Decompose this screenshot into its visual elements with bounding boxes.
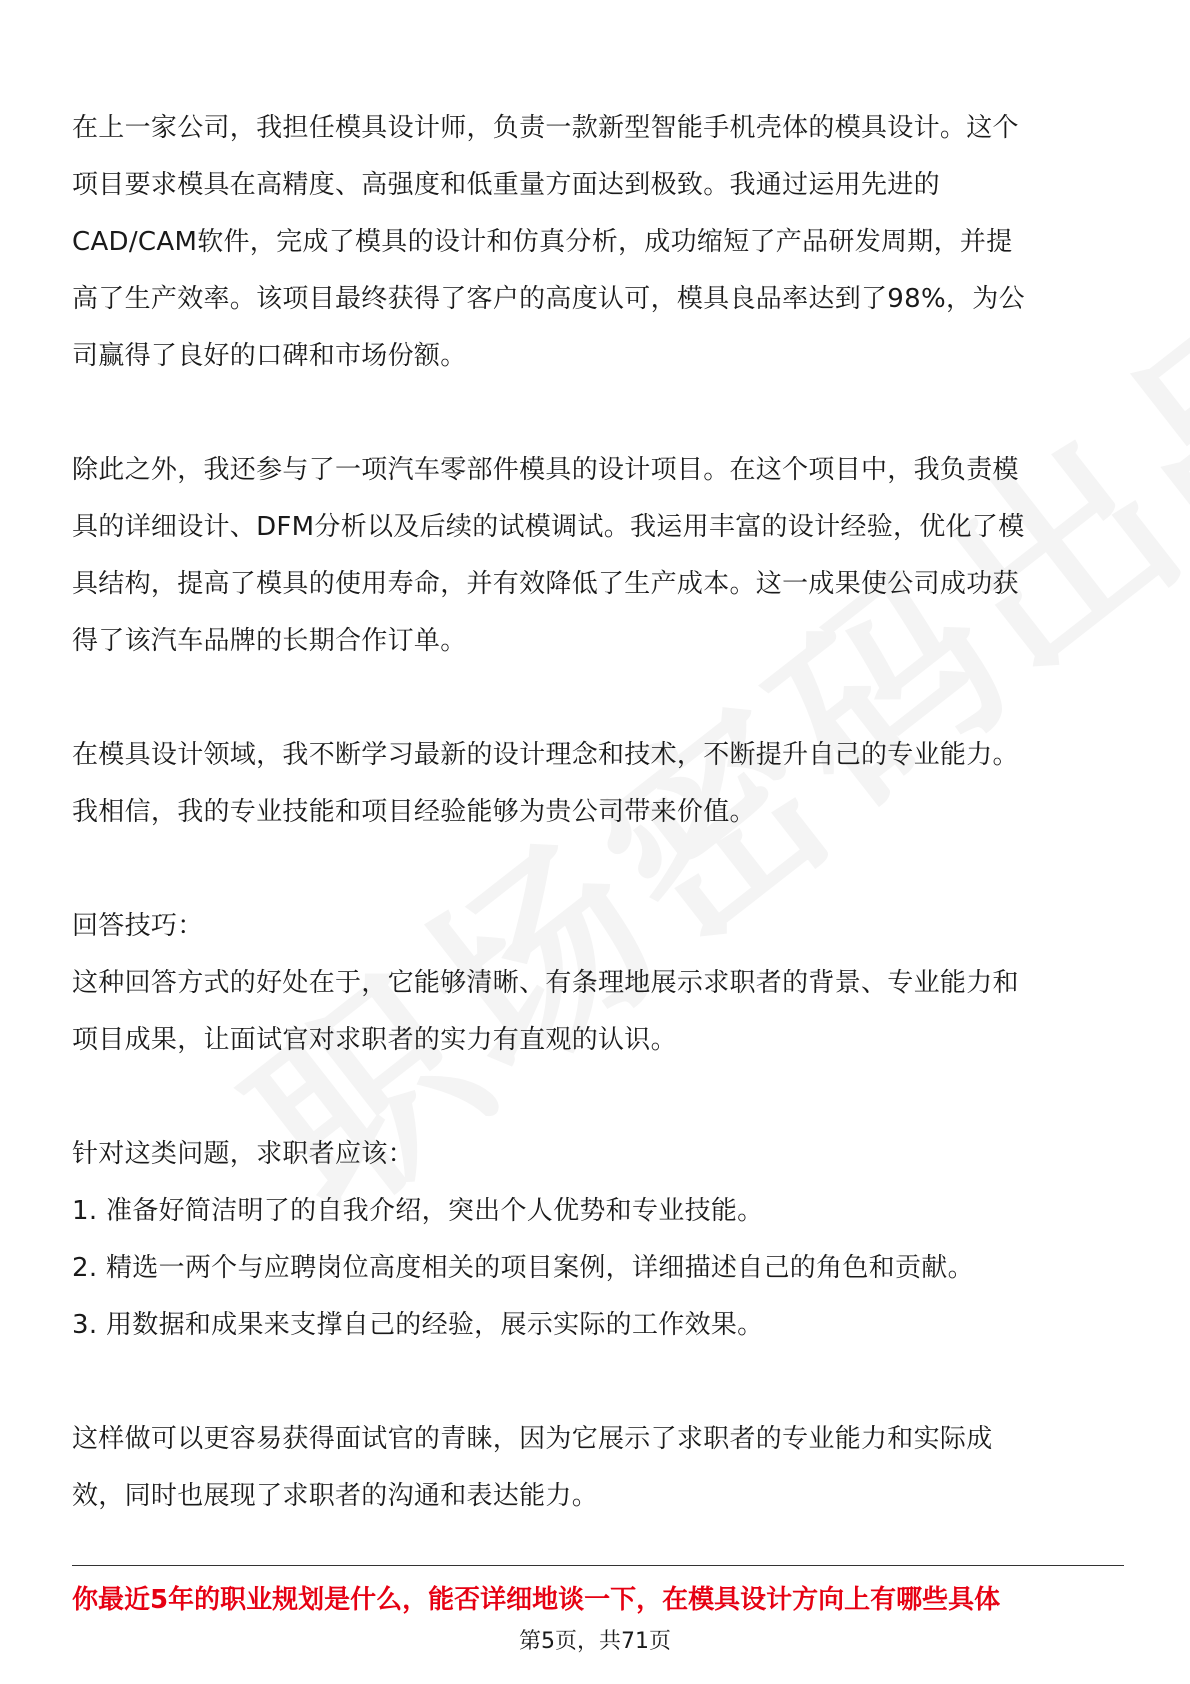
paragraph-1 xyxy=(72,100,1122,385)
text-line: 得了该汽车品牌的长期合作订单。 xyxy=(72,626,467,656)
text-line: 在模具设计领域，我不断学习最新的设计理念和技术，不断提升自己的专业能力。 xyxy=(72,740,1019,770)
paragraph-conclusion xyxy=(72,1411,1122,1525)
divider xyxy=(72,1565,1124,1566)
text-line: 除此之外，我还参与了一项汽车零部件模具的设计项目。在这个项目中，我负责模 xyxy=(72,455,1019,485)
paragraph-2 xyxy=(72,442,1122,670)
text-line: 这种回答方式的好处在于，它能够清晰、有条理地展示求职者的背景、专业能力和 xyxy=(72,968,1019,998)
list-heading: 针对这类问题，求职者应该： xyxy=(72,1139,414,1169)
text-line: 具的详细设计、DFM分析以及后续的试模调试。我运用丰富的设计经验，优化了模 xyxy=(72,512,1025,542)
next-question-heading: 你最近5年的职业规划是什么，能否详细地谈一下，在模具设计方向上有哪些具体 xyxy=(72,1585,1001,1615)
text-line: 项目成果，让面试官对求职者的实力有直观的认识。 xyxy=(72,1025,677,1055)
list-item: 2. 精选一两个与应聘岗位高度相关的项目案例，详细描述自己的角色和贡献。 xyxy=(72,1253,974,1283)
text-line: 这样做可以更容易获得面试官的青睐，因为它展示了求职者的专业能力和实际成 xyxy=(72,1424,993,1454)
list-item: 1. 准备好简洁明了的自我介绍，突出个人优势和专业技能。 xyxy=(72,1196,764,1226)
answer-tips xyxy=(72,898,1122,1069)
text-line: 项目要求模具在高精度、高强度和低重量方面达到极致。我通过运用先进的 xyxy=(72,170,940,200)
text-line: 我相信，我的专业技能和项目经验能够为贵公司带来价值。 xyxy=(72,797,756,827)
text-line: 具结构，提高了模具的使用寿命，并有效降低了生产成本。这一成果使公司成功获 xyxy=(72,569,1019,599)
document-body xyxy=(72,100,1122,1525)
paragraph-3 xyxy=(72,727,1122,841)
text-line: 在上一家公司，我担任模具设计师，负责一款新型智能手机壳体的模具设计。这个 xyxy=(72,113,1019,143)
text-line: CAD/CAM软件，完成了模具的设计和仿真分析，成功缩短了产品研发周期，并提 xyxy=(72,227,1013,257)
tips-heading: 回答技巧： xyxy=(72,911,204,941)
text-line: 高了生产效率。该项目最终获得了客户的高度认可，模具良品率达到了98%，为公 xyxy=(72,284,1025,314)
list-item: 3. 用数据和成果来支撑自己的经验，展示实际的工作效果。 xyxy=(72,1310,764,1340)
text-line: 司赢得了良好的口碑和市场份额。 xyxy=(72,341,467,371)
advice-list xyxy=(72,1126,1122,1354)
page-number: 第5页，共71页 xyxy=(519,1629,671,1654)
text-line: 效，同时也展现了求职者的沟通和表达能力。 xyxy=(72,1481,599,1511)
